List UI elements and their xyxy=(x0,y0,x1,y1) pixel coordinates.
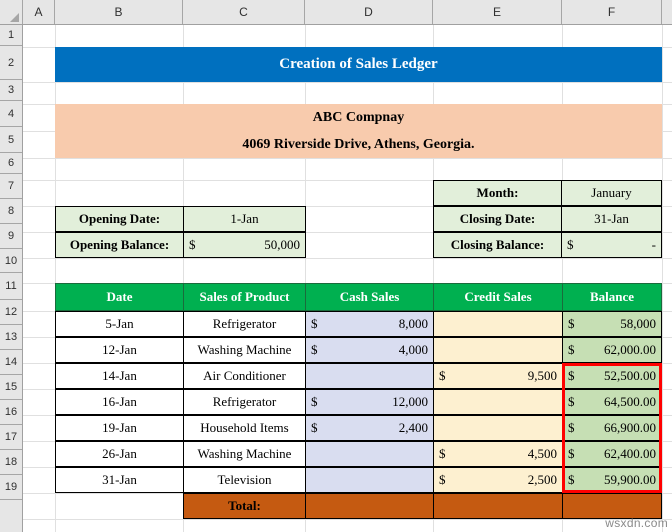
company-address: 4069 Riverside Drive, Athens, Georgia. xyxy=(55,131,662,158)
row-header-4[interactable]: 4 xyxy=(0,101,22,127)
ledger-cell-date[interactable]: 19-Jan xyxy=(55,415,184,441)
row-header-2[interactable]: 2 xyxy=(0,46,22,80)
select-all-corner[interactable] xyxy=(0,0,23,24)
row-header-3[interactable]: 3 xyxy=(0,80,22,101)
opening-balance-value[interactable] xyxy=(183,232,306,258)
row-header-12[interactable]: 12 xyxy=(0,300,22,325)
currency-symbol: $ xyxy=(439,472,446,487)
ledger-cell-balance[interactable] xyxy=(562,311,662,337)
sheet-title-banner: Creation of Sales Ledger xyxy=(55,47,662,82)
company-name: ABC Compnay xyxy=(55,104,662,131)
ledger-amount-cash: 4,000 xyxy=(398,342,428,357)
currency-symbol: $ xyxy=(568,368,575,383)
ledger-cell-balance[interactable] xyxy=(562,389,662,415)
column-header-d[interactable]: D xyxy=(305,0,433,24)
ledger-cell-date[interactable]: 16-Jan xyxy=(55,389,184,415)
ledger-cell-credit[interactable] xyxy=(433,467,563,493)
ledger-cell-date[interactable]: 5-Jan xyxy=(55,311,184,337)
ledger-cell-product[interactable]: Television xyxy=(183,467,306,493)
ledger-amount-cash: 12,000 xyxy=(392,394,428,409)
ledger-cell-cash[interactable] xyxy=(305,467,434,493)
closing-date-label: Closing Date: xyxy=(433,206,562,232)
ledger-amount-balance: 62,000.00 xyxy=(604,342,656,357)
currency-symbol: $ xyxy=(189,237,196,252)
ledger-amount-balance: 52,500.00 xyxy=(604,368,656,383)
row-header-9[interactable]: 9 xyxy=(0,224,22,249)
ledger-cell-date[interactable]: 31-Jan xyxy=(55,467,184,493)
column-header-f[interactable]: F xyxy=(562,0,662,24)
opening-date-value[interactable]: 1-Jan xyxy=(183,206,306,232)
closing-balance-amount: - xyxy=(651,237,656,252)
table-header-cash-sales: Cash Sales xyxy=(305,283,434,311)
opening-balance-amount: 50,000 xyxy=(264,237,300,252)
closing-balance-value[interactable] xyxy=(561,232,662,258)
triangle-icon xyxy=(10,13,19,22)
ledger-amount-balance: 66,900.00 xyxy=(604,420,656,435)
grid-row-line xyxy=(23,82,672,83)
row-header-6[interactable]: 6 xyxy=(0,153,22,174)
row-header-1[interactable]: 1 xyxy=(0,25,22,46)
ledger-cell-product[interactable]: Household Items xyxy=(183,415,306,441)
ledger-cell-credit[interactable] xyxy=(433,389,563,415)
currency-symbol: $ xyxy=(568,446,575,461)
ledger-amount-balance: 59,900.00 xyxy=(604,472,656,487)
closing-balance-label: Closing Balance: xyxy=(433,232,562,258)
ledger-amount-balance: 58,000 xyxy=(620,316,656,331)
currency-symbol: $ xyxy=(439,446,446,461)
table-header-credit-sales: Credit Sales xyxy=(433,283,563,311)
ledger-cell-date[interactable]: 26-Jan xyxy=(55,441,184,467)
ledger-cell-date[interactable]: 14-Jan xyxy=(55,363,184,389)
row-header-18[interactable]: 18 xyxy=(0,450,22,475)
ledger-cell-credit[interactable] xyxy=(433,441,563,467)
ledger-amount-credit: 2,500 xyxy=(527,472,557,487)
ledger-amount-credit: 9,500 xyxy=(527,368,557,383)
ledger-cell-cash[interactable] xyxy=(305,415,434,441)
ledger-amount-balance: 62,400.00 xyxy=(604,446,656,461)
ledger-cell-credit[interactable] xyxy=(433,337,563,363)
opening-date-label: Opening Date: xyxy=(55,206,184,232)
ledger-cell-balance[interactable] xyxy=(562,337,662,363)
total-credit-cell[interactable] xyxy=(433,493,563,519)
row-header-7[interactable]: 7 xyxy=(0,174,22,199)
currency-symbol: $ xyxy=(568,342,575,357)
currency-symbol: $ xyxy=(568,420,575,435)
ledger-cell-balance[interactable] xyxy=(562,415,662,441)
month-value[interactable]: January xyxy=(561,180,662,206)
ledger-cell-credit[interactable] xyxy=(433,415,563,441)
row-header-10[interactable]: 10 xyxy=(0,249,22,273)
currency-symbol: $ xyxy=(311,420,318,435)
currency-symbol: $ xyxy=(568,316,575,331)
closing-date-value[interactable]: 31-Jan xyxy=(561,206,662,232)
month-label: Month: xyxy=(433,180,562,206)
ledger-amount-cash: 2,400 xyxy=(398,420,428,435)
ledger-cell-product[interactable]: Washing Machine xyxy=(183,337,306,363)
ledger-cell-product[interactable]: Air Conditioner xyxy=(183,363,306,389)
grid-row-line xyxy=(23,158,672,159)
ledger-cell-credit[interactable] xyxy=(433,311,563,337)
table-header-date: Date xyxy=(55,283,184,311)
total-label: Total: xyxy=(183,493,306,519)
table-header-balance: Balance xyxy=(562,283,662,311)
ledger-cell-cash[interactable] xyxy=(305,311,434,337)
currency-symbol: $ xyxy=(311,394,318,409)
ledger-cell-credit[interactable] xyxy=(433,363,563,389)
row-header-19[interactable]: 19 xyxy=(0,475,22,500)
row-header-8[interactable]: 8 xyxy=(0,199,22,224)
currency-symbol: $ xyxy=(311,316,318,331)
ledger-cell-product[interactable]: Refrigerator xyxy=(183,311,306,337)
row-header-strip xyxy=(0,25,23,532)
total-cash-cell[interactable] xyxy=(305,493,434,519)
ledger-cell-cash[interactable] xyxy=(305,441,434,467)
grid-row-line xyxy=(23,519,672,520)
ledger-cell-date[interactable]: 12-Jan xyxy=(55,337,184,363)
currency-symbol: $ xyxy=(311,342,318,357)
ledger-cell-balance[interactable] xyxy=(562,363,662,389)
row-header-13[interactable]: 13 xyxy=(0,325,22,350)
row-header-11[interactable]: 11 xyxy=(0,273,22,300)
ledger-cell-balance[interactable] xyxy=(562,441,662,467)
grid-column-line xyxy=(662,25,663,532)
ledger-cell-cash[interactable] xyxy=(305,363,434,389)
ledger-cell-product[interactable]: Refrigerator xyxy=(183,389,306,415)
ledger-amount-balance: 64,500.00 xyxy=(604,394,656,409)
row-header-17[interactable]: 17 xyxy=(0,425,22,450)
table-header-product: Sales of Product xyxy=(183,283,306,311)
column-header-c[interactable]: C xyxy=(183,0,305,24)
column-header-e[interactable]: E xyxy=(433,0,562,24)
currency-symbol: $ xyxy=(439,368,446,383)
currency-symbol: $ xyxy=(568,394,575,409)
ledger-cell-cash[interactable] xyxy=(305,337,434,363)
watermark: wsxdn.com xyxy=(605,516,668,530)
ledger-cell-product[interactable]: Washing Machine xyxy=(183,441,306,467)
opening-balance-label: Opening Balance: xyxy=(55,232,184,258)
column-header-b[interactable]: B xyxy=(55,0,183,24)
row-header-5[interactable]: 5 xyxy=(0,127,22,153)
ledger-amount-cash: 8,000 xyxy=(398,316,428,331)
row-header-16[interactable]: 16 xyxy=(0,400,22,425)
ledger-cell-balance[interactable] xyxy=(562,467,662,493)
currency-symbol: $ xyxy=(568,472,575,487)
grid-row-line xyxy=(23,258,672,259)
ledger-cell-cash[interactable] xyxy=(305,389,434,415)
ledger-amount-credit: 4,500 xyxy=(527,446,557,461)
currency-symbol: $ xyxy=(567,237,574,252)
column-header-strip xyxy=(0,0,672,25)
row-header-15[interactable]: 15 xyxy=(0,375,22,400)
column-header-a[interactable]: A xyxy=(23,0,55,24)
row-header-14[interactable]: 14 xyxy=(0,350,22,375)
